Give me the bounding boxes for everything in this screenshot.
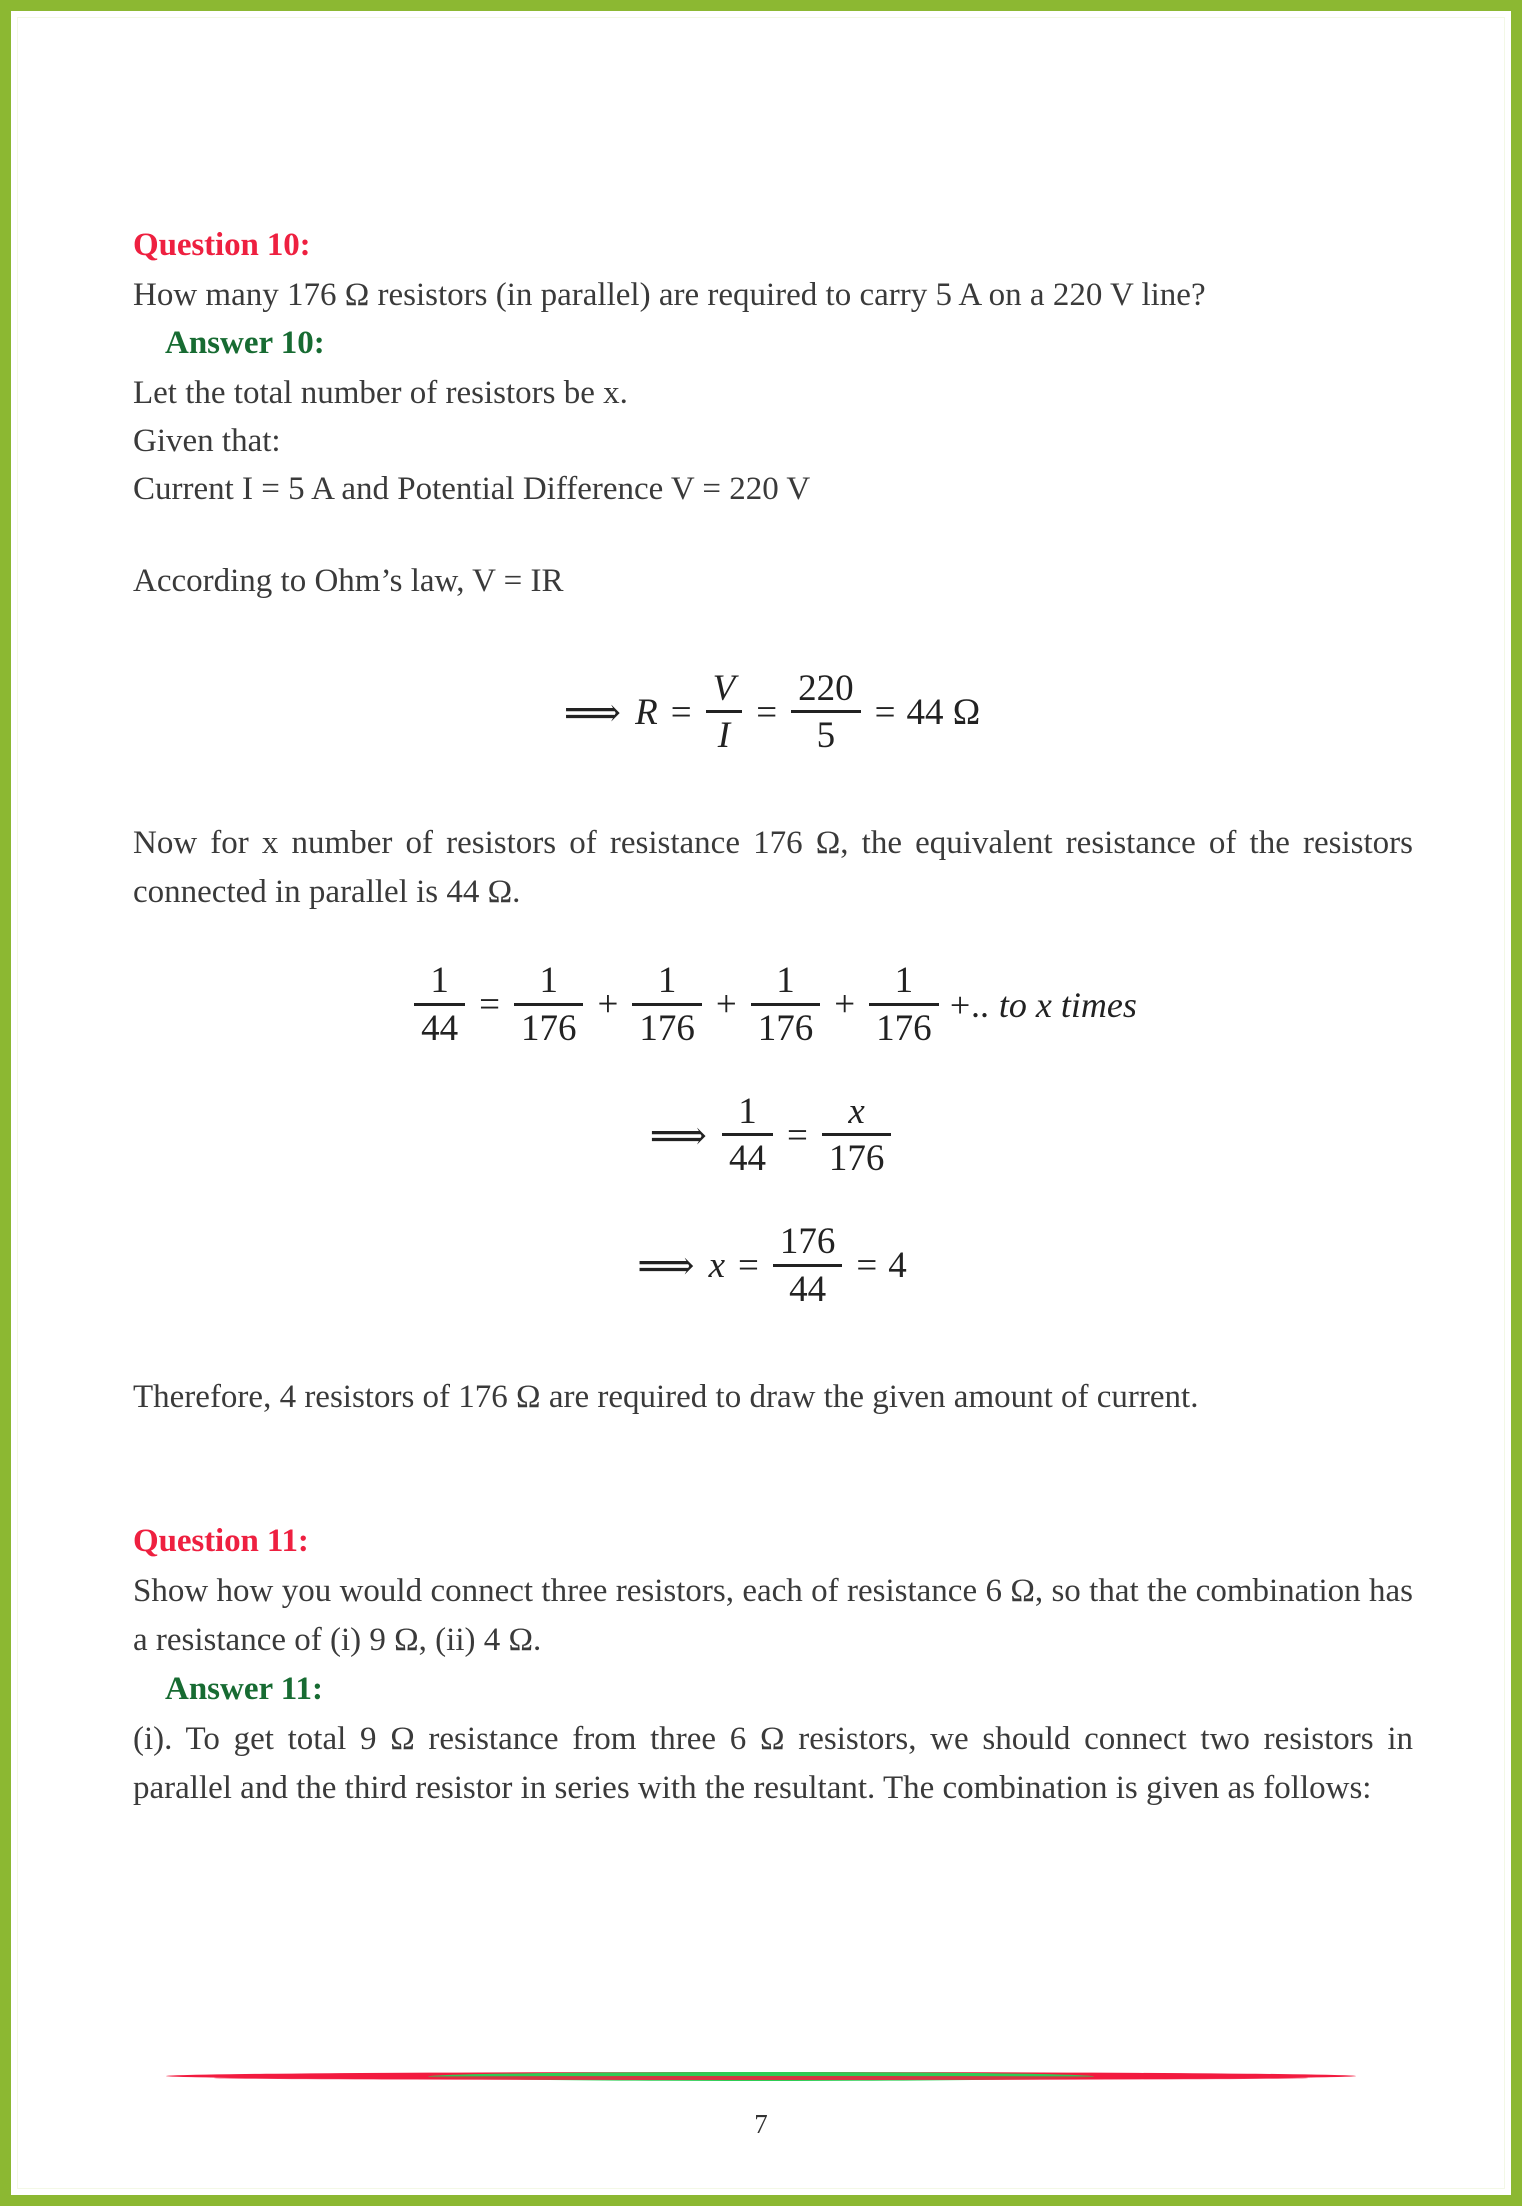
eq2-plus-2: + <box>715 984 737 1026</box>
eq2-term-3 <box>751 961 821 1047</box>
answer-10-let-line: Let the total number of resistors be x. <box>133 375 628 411</box>
eq2-term-1-denominator: 176 <box>520 1007 577 1049</box>
eq2-term-4-numerator: 1 <box>894 960 914 1002</box>
eq2-lhs-numerator: 1 <box>430 960 449 1002</box>
eq1-frac1-numerator: V <box>712 668 736 709</box>
equation-parallel-sum <box>133 961 1413 1047</box>
eq4-equals-b: = <box>856 1245 878 1287</box>
eq4-denominator: 44 <box>789 1268 827 1310</box>
question-11-heading: Question 11: <box>133 1522 309 1559</box>
eq2-term-2-denominator: 176 <box>639 1007 695 1049</box>
eq1-equals-b: = <box>756 691 778 733</box>
eq2-term-3-numerator: 1 <box>776 960 795 1002</box>
question-10-heading: Question 10: <box>133 227 311 263</box>
eq1-frac2-denominator: 5 <box>816 715 836 757</box>
eq2-fraction-1-over-44 <box>414 961 465 1047</box>
answer-10-paragraph-now: Now for x number of resistors of resistance 176 Ω, the equivalent resistance of the resistors connected in parallel is 44 Ω. <box>133 825 1413 911</box>
divider-red-accent <box>214 2076 1309 2080</box>
page-number: 7 <box>754 2109 768 2139</box>
implies-icon: ⟹ <box>649 1112 705 1158</box>
answer-10-given-line: Given that: <box>133 423 281 459</box>
eq2-tail-text: +.. to x times <box>947 984 1137 1025</box>
eq4-numerator: 176 <box>779 1221 836 1263</box>
eq3-fraction-1-over-44 <box>722 1092 773 1178</box>
page-content <box>133 221 1413 1813</box>
question-10-text: How many 176 Ω resistors (in parallel) are required to carry 5 A on a 220 V line? <box>133 277 1206 313</box>
eq2-term-1-numerator: 1 <box>539 960 558 1002</box>
eq4-result: 4 <box>888 1245 907 1287</box>
question-11-text: Show how you would connect three resistors, each of resistance 6 Ω, so that the combination has a resistance of (i) 9 Ω, (ii) 4 Ω. <box>133 1572 1413 1658</box>
spacer <box>133 605 1413 669</box>
eq3-rhs-denominator: 176 <box>828 1138 885 1180</box>
eq1-fraction-v-over-i <box>706 669 743 755</box>
equation-simplified-parallel <box>133 1092 1413 1178</box>
eq3-lhs-denominator: 44 <box>728 1138 766 1180</box>
eq3-fraction-x-over-176 <box>822 1092 892 1178</box>
answer-11-heading: Answer 11: <box>165 1670 323 1707</box>
eq1-equals-a: = <box>670 691 692 733</box>
eq1-lhs: R <box>635 691 658 733</box>
eq2-term-2-numerator: 1 <box>657 960 677 1002</box>
eq3-equals: = <box>786 1114 808 1156</box>
eq1-frac2-numerator: 220 <box>798 668 854 709</box>
answer-10-heading: Answer 10: <box>165 325 325 361</box>
spacer <box>133 755 1413 819</box>
eq1-equals-c: = <box>874 691 896 733</box>
eq4-fraction-176-over-44 <box>773 1222 843 1308</box>
eq1-frac1-denominator: I <box>717 715 731 757</box>
spacer <box>133 1421 1413 1517</box>
eq2-equals: = <box>479 984 500 1026</box>
answer-10-ohms-law-line: According to Ohm’s law, V = IR <box>133 563 564 599</box>
implies-icon: ⟹ <box>563 689 620 735</box>
eq4-lhs: x <box>708 1245 726 1287</box>
equation-resistance <box>133 669 1413 755</box>
spacer <box>133 1048 1413 1092</box>
eq3-lhs-numerator: 1 <box>738 1090 757 1132</box>
eq2-lhs-denominator: 44 <box>421 1007 459 1049</box>
eq2-plus-1: + <box>597 984 619 1026</box>
implies-icon: ⟹ <box>637 1243 693 1289</box>
answer-11-body: (i). To get total 9 Ω resistance from three 6 Ω resistors, we should connect two resistors in parallel and the third resistor in series with the resultant. The combination is given as follows: <box>133 1720 1413 1806</box>
eq2-term-4-denominator: 176 <box>876 1007 932 1049</box>
spacer <box>133 917 1413 961</box>
footer-decorative-divider <box>166 2065 1356 2087</box>
eq2-plus-3: + <box>834 984 856 1026</box>
eq3-rhs-numerator: x <box>848 1090 865 1132</box>
equation-solve-x <box>133 1222 1413 1308</box>
eq2-term-3-denominator: 176 <box>757 1007 814 1049</box>
eq2-term-2 <box>632 961 702 1047</box>
eq4-equals-a: = <box>738 1245 759 1287</box>
spacer <box>133 1309 1413 1373</box>
answer-10-conclusion: Therefore, 4 resistors of 176 Ω are required to draw the given amount of current. <box>133 1378 1199 1415</box>
eq1-fraction-220-over-5 <box>791 669 861 755</box>
spacer <box>133 1178 1413 1222</box>
eq2-term-1 <box>514 961 584 1047</box>
answer-10-current-line: Current I = 5 A and Potential Difference V = 220 V <box>133 471 811 507</box>
spacer <box>133 513 1413 557</box>
eq2-term-4 <box>869 961 939 1047</box>
eq1-result: 44 Ω <box>906 691 981 733</box>
page-footer <box>11 2065 1511 2139</box>
